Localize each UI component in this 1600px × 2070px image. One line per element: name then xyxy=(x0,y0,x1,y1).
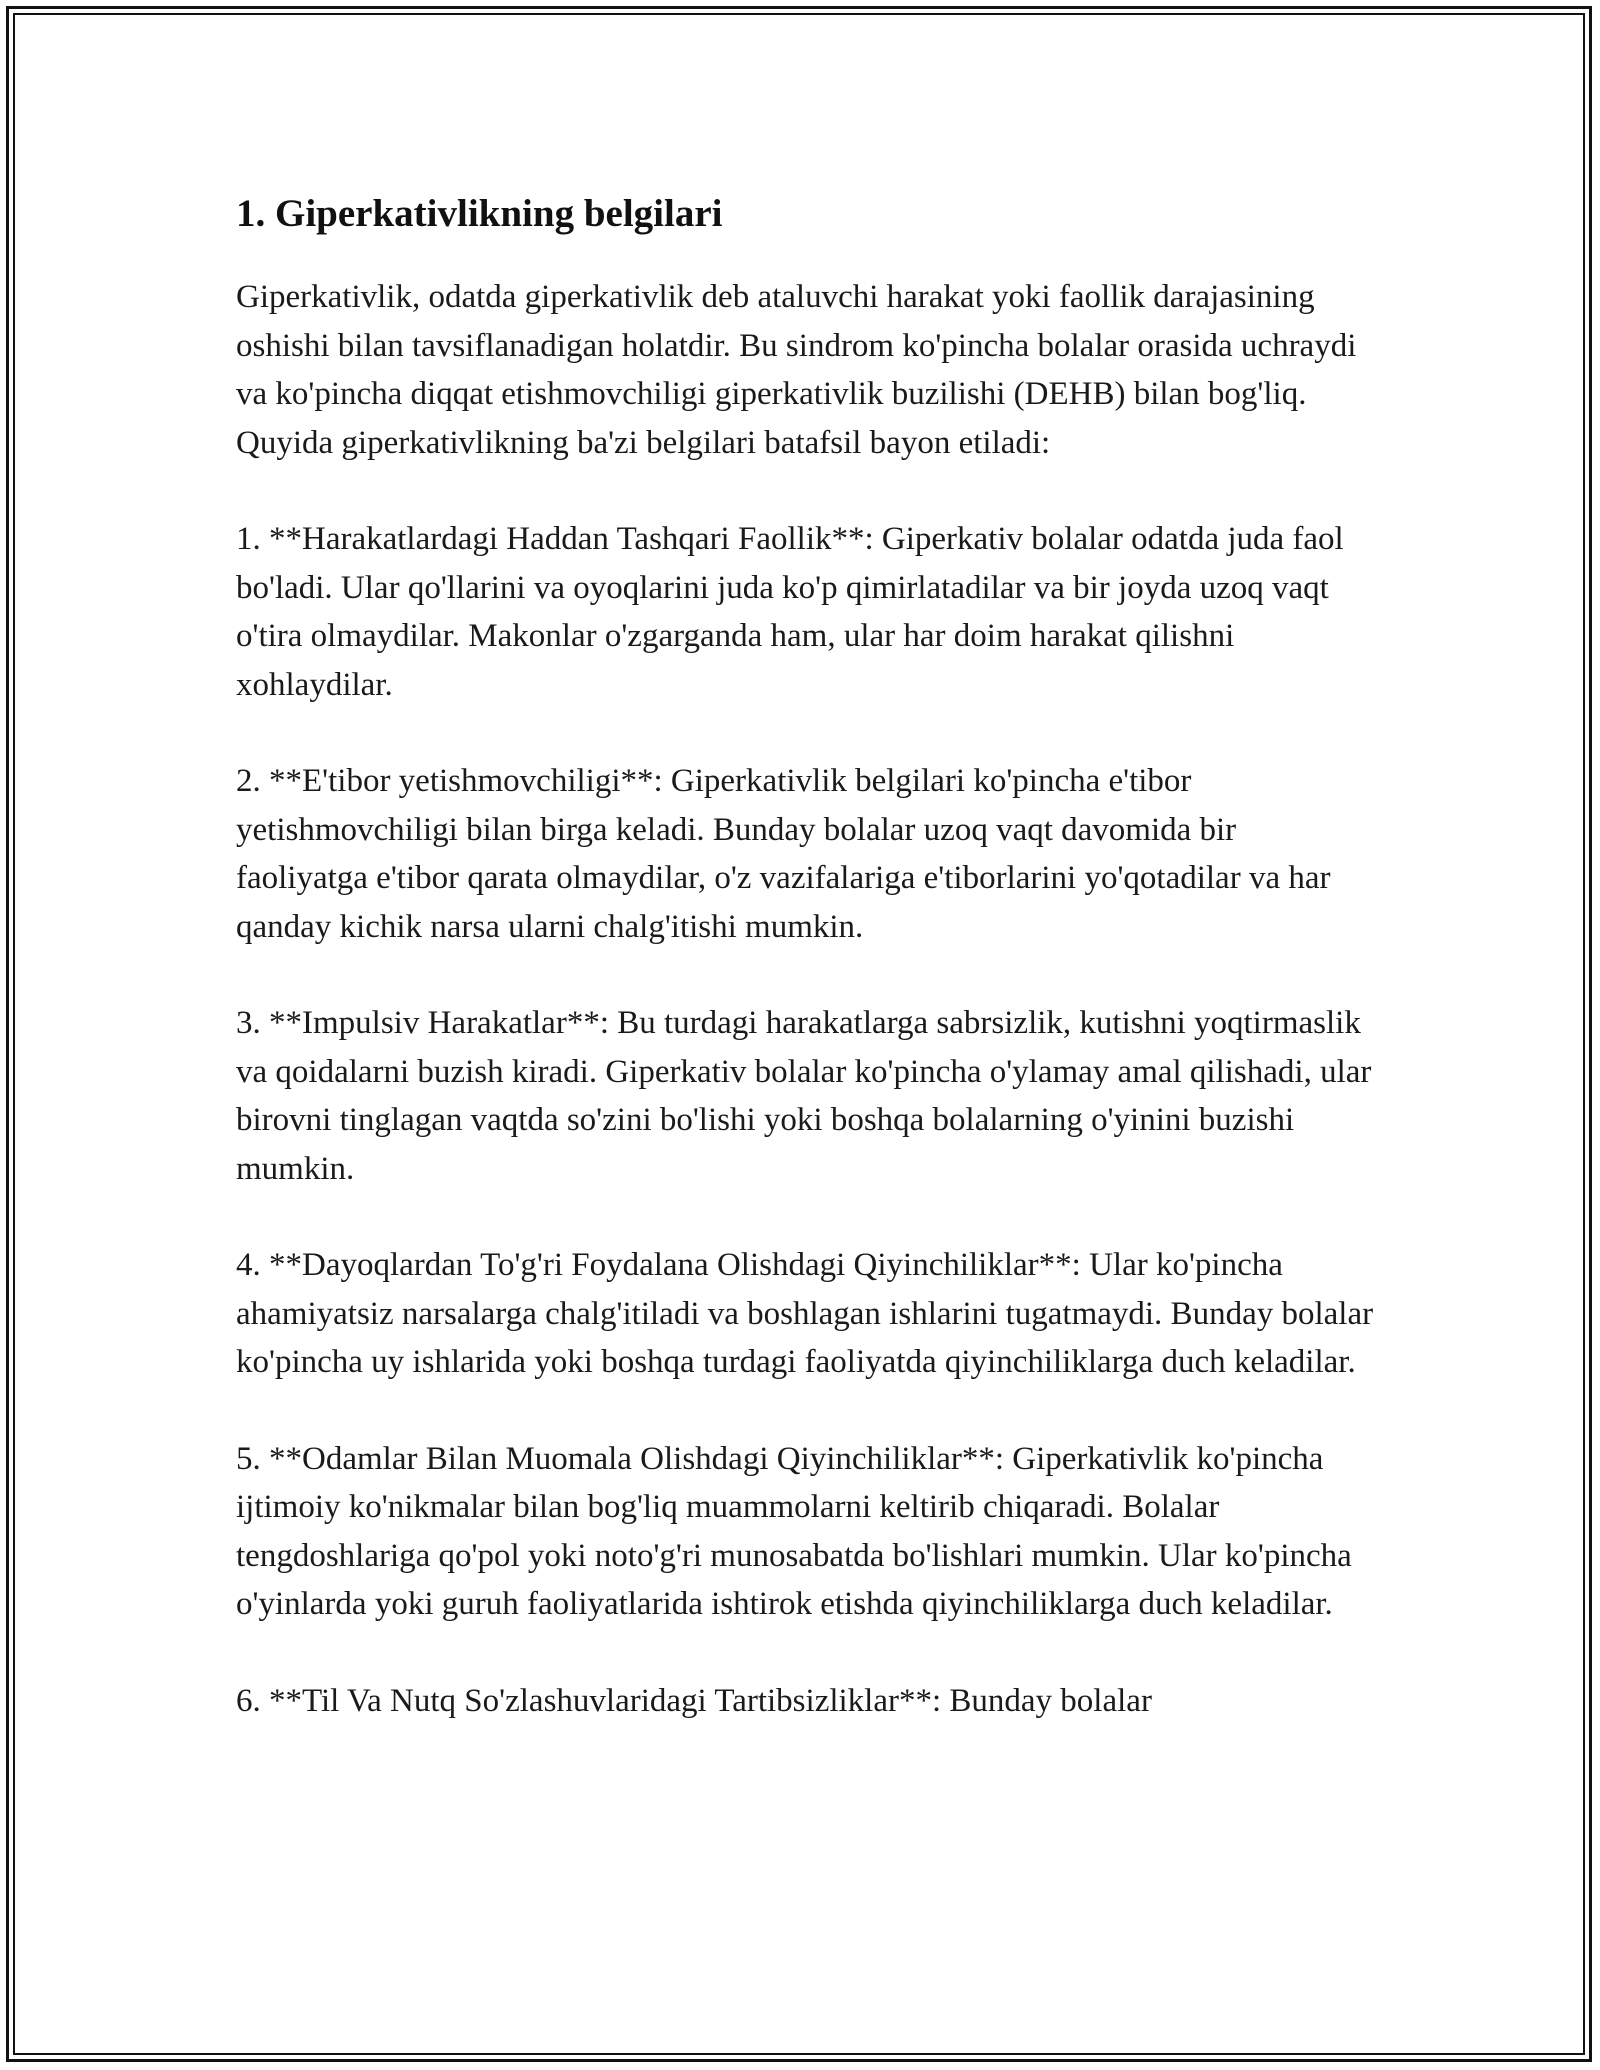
intro-paragraph: Giperkativlik, odatda giperkativlik deb ataluvchi harakat yoki faollik darajasining oshishi bilan tavsiflanadigan holatdir. Bu sindrom ko'pincha bolalar orasida uchraydi va ko'pincha diqqat etishmovchiligi giperkativlik buzilishi (DEHB) bilan bog'liq. Quyida giperkativlikning ba'zi belgilari batafsil bayon etiladi: xyxy=(236,279,1357,461)
list-item: 1. **Harakatlardagi Haddan Tashqari Faollik**: Giperkativ bolalar odatda juda faol bo'ladi. Ular qo'llarini va oyoqlarini juda ko'p qimirlatadilar va bir joyda uzoq vaqt o'tira olmaydilar. Makonlar o'zgarganda ham, ular har doim harakat qilishni xohlaydilar. xyxy=(236,521,1344,703)
list-item: 2. **E'tibor yetishmovchiligi**: Giperkativlik belgilari ko'pincha e'tibor yetishmovchiligi bilan birga keladi. Bunday bolalar uzoq vaqt davomida bir faoliyatga e'tibor qarata olmaydilar, o'z vazifalariga e'tiborlarini yo'qotadilar va har qanday kichik narsa ularni chalg'itishi mumkin. xyxy=(236,763,1331,945)
list-item: 4. **Dayoqlardan To'g'ri Foydalana Olishdagi Qiyinchiliklar**: Ular ko'pincha ahamiyatsiz narsalarga chalg'itiladi va boshlagan ishlarini tugatmaydi. Bunday bolalar ko'pincha uy ishlarida yoki boshqa turdagi faoliyatda qiyinchiliklarga duch keladilar. xyxy=(236,1247,1374,1380)
list-item: 5. **Odamlar Bilan Muomala Olishdagi Qiyinchiliklar**: Giperkativlik ko'pincha ijtimoiy ko'nikmalar bilan bog'liq muammolarni keltirib chiqaradi. Bolalar tengdoshlariga qo'pol yoki noto'g'ri munosabatda bo'lishlari mumkin. Ular ko'pincha o'yinlarda yoki guruh faoliyatlarida ishtirok etishda qiyinchiliklarga duch keladilar. xyxy=(236,1440,1352,1622)
list-item: 3. **Impulsiv Harakatlar**: Bu turdagi harakatlarga sabrsizlik, kutishni yoqtirmaslik va qoidalarni buzish kiradi. Giperkativ bolalar ko'pincha o'ylamay amal qilishadi, ular birovni tinglagan vaqtda so'zini bo'lishi yoki boshqa bolalarning o'yinini buzishi mumkin. xyxy=(236,1005,1372,1187)
section-heading: 1. Giperkativlikning belgilari xyxy=(236,192,723,235)
document-body xyxy=(236,185,1376,1773)
list-item: 6. **Til Va Nutq So'zlashuvlaridagi Tartibsizliklar**: Bunday bolalar xyxy=(236,1682,1152,1719)
